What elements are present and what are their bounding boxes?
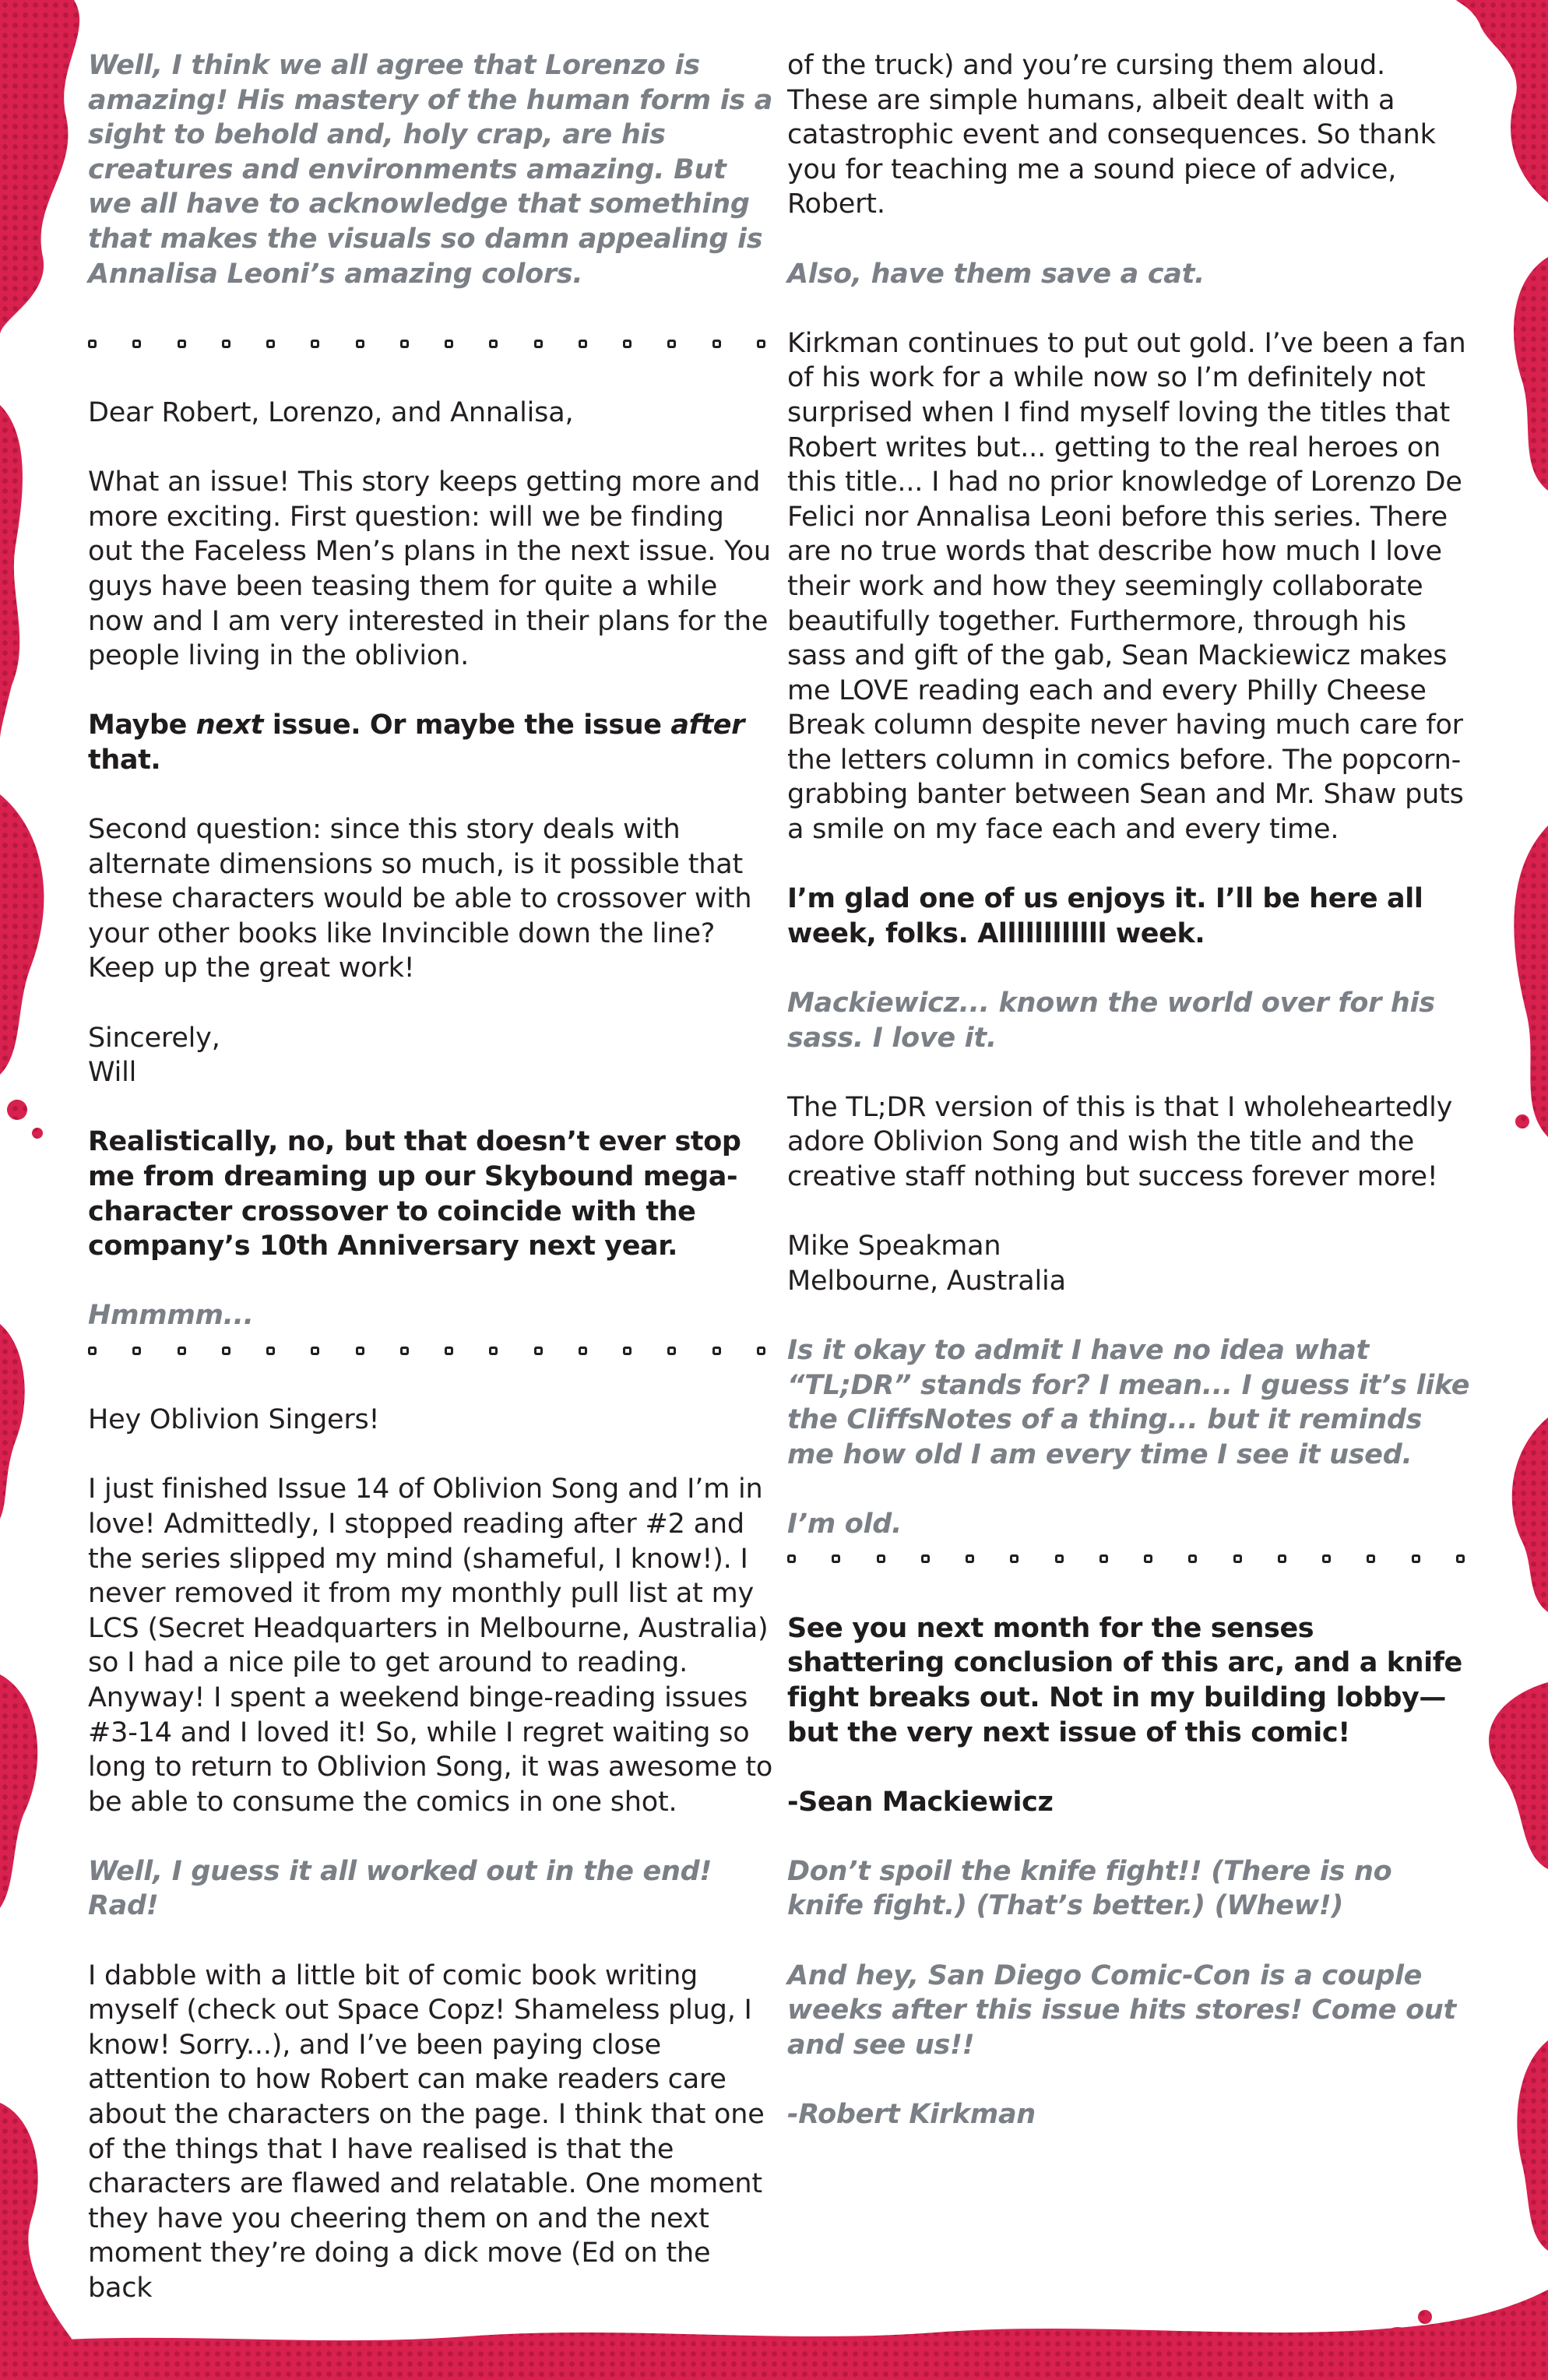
- letter-paragraph: of the truck) and you’re cursing them aloud. These are simple humans, albeit dealt with a catastrophic event and consequences. So thank you for teaching me a sound piece of advice, Robert.: [787, 50, 1436, 220]
- letter-signature: Mike Speakman Melbourne, Australia: [787, 1230, 1066, 1297]
- kirkman-reply: And hey, San Diego Comic-Con is a couple weeks after this issue hits stores! Come out and see us!!: [787, 1959, 1456, 2061]
- editor-reply: Well, I think we all agree that Lorenzo is amazing! His mastery of the human form is a sight to behold and, holy crap, are his creatures and environments amazing. But we all have to acknowledge that something that makes the visuals so damn appealing is Annalisa Leoni’s amazing colors.: [88, 50, 773, 290]
- letter-paragraph: Kirkman continues to put out gold. I’ve been a fan of his work for a while now so I’m definitely not surprised when I find myself loving the titles that Robert writes but... getting to the real heroes on this title... I had no prior knowledge of Lorenzo De Felici nor Annalisa Leoni before this series. There are no true words that describe how much I love their work and how they seemingly collaborate beautifully together. Furthermore, through his sass and gift of the gab, Sean Mackiewicz makes me LOVE reading each and every Philly Cheese Break column despite never having much care for the letters column in comics before. The popcorn-grabbing banter between Sean and Mr. Shaw puts a smile on my face each and every time.: [787, 327, 1466, 846]
- editor-reply: Also, have them save a cat.: [787, 258, 1205, 290]
- editor-reply: I’m glad one of us enjoys it. I’ll be here all week, folks. Allllllllllll week.: [787, 883, 1423, 949]
- kirkman-signature: -Robert Kirkman: [787, 2099, 1036, 2131]
- letter-greeting: Dear Robert, Lorenzo, and Annalisa,: [88, 396, 574, 428]
- kirkman-reply: Don’t spoil the knife fight!! (There is no knife fight.) (That’s better.) (Whew!): [787, 1855, 1392, 1922]
- editor-reply: Hmmmm...: [88, 1300, 254, 1332]
- editor-reply: Is it okay to admit I have no idea what “TL;DR” stands for? I mean... I guess it’s like the CliffsNotes of a thing... but it reminds me how old I am every time I see it used.: [787, 1334, 1470, 1470]
- left-column: [88, 48, 773, 2306]
- dot-separator: [787, 1542, 1472, 1577]
- closing-signature: -Sean Mackiewicz: [787, 1786, 1054, 1818]
- editor-reply: I’m old.: [787, 1508, 902, 1540]
- editor-reply: Well, I guess it all worked out in the end! Rad!: [88, 1855, 712, 1922]
- letter-paragraph: The TL;DR version of this is that I wholeheartedly adore Oblivion Song and wish the title and the creative staff nothing but success forever more!: [787, 1091, 1453, 1192]
- letter-paragraph: I dabble with a little bit of comic book writing myself (check out Space Copz! Shameless plug, I know! Sorry...), and I’ve been paying close attention to how Robert can make readers care about the characters on the page. I think that one of the things that I have realised is that the characters are flawed and relatable. One moment they have you cheering them on and the next moment they’re doing a dick move (Ed on the back: [88, 1959, 765, 2304]
- letter-paragraph: I just finished Issue 14 of Oblivion Song and I’m in love! Admittedly, I stopped reading after #2 and the series slipped my mind (shameful, I know!). I never removed it from my monthly pull list at my LCS (Secret Headquarters in Melbourne, Australia) so I had a nice pile to get around to reading. Anyway! I spent a weekend binge-reading issues #3-14 and I loved it! So, while I regret waiting so long to return to Oblivion Song, it was awesome to be able to consume the comics in one shot.: [88, 1473, 773, 1818]
- dot-separator: [88, 326, 773, 361]
- closing-message: See you next month for the senses shattering conclusion of this arc, and a knife fight breaks out. Not in my building lobby—but the very next issue of this comic!: [787, 1612, 1462, 1748]
- dot-separator: [88, 1333, 773, 1368]
- letter-paragraph: Second question: since this story deals with alternate dimensions so much, is it possible that these characters would be able to crossover with your other books like Invincible down the line? Keep up the great work!: [88, 814, 752, 984]
- right-column: [787, 48, 1472, 2132]
- editor-reply: Realistically, no, but that doesn’t ever stop me from dreaming up our Skybound mega-character crossover to coincide with the company’s 10th Anniversary next year.: [88, 1126, 741, 1262]
- editor-reply: Maybe next issue. Or maybe the issue after that.: [88, 709, 744, 776]
- letter-signature: Sincerely, Will: [88, 1022, 220, 1089]
- editor-reply: Mackiewicz... known the world over for his sass. I love it.: [787, 988, 1435, 1054]
- letter-greeting: Hey Oblivion Singers!: [88, 1404, 380, 1436]
- letter-paragraph: What an issue! This story keeps getting more and more exciting. First question: will we be finding out the Faceless Men’s plans in the next issue. You guys have been teasing them for quite a while now and I am very interested in their plans for the people living in the oblivion.: [88, 466, 771, 672]
